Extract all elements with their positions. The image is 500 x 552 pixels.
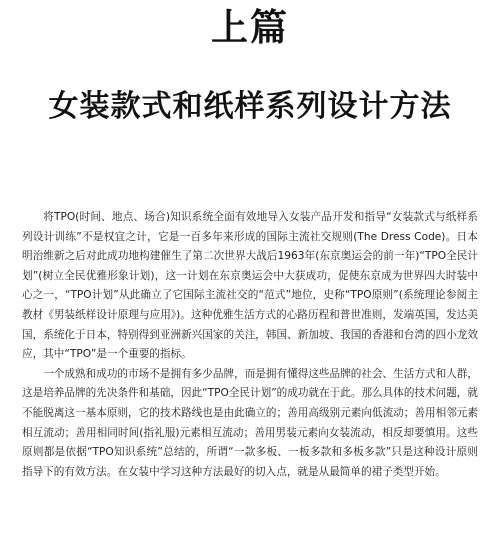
page-title: 女装款式和纸样系列设计方法	[48, 89, 452, 124]
part-label: 上篇	[211, 6, 289, 49]
paragraph-2: 一个成熟和成功的市场不是拥有多少品牌，而是拥有懂得这些品牌的社会、生活方式和人群，这是培养品牌的先决条件和基础，因此“TPO全民计划”的成功就在于此。那么具体的技术问题，就不能脱离这一基本原则，它的技术路线也是由此确立的；善用高级别元素向低流动；善用相邻元素相互流动；善用相同时间(指礼服)元素相互流动；善用男装元素向女装流动，相反却要慎用。这些原则都是依据“TPO知识系统”总结的，所谓“一款多板、一板多款和多板多款”只是这种设计原则指导下的有效方法。在女装中学习这种方法最好的切入点，就是从最简单的裙子类型开始。	[22, 367, 478, 478]
paragraph-1: 将TPO(时间、地点、场合)知识系统全面有效地导入女装产品开发和指导“女装款式与纸样系列设计训练”不是权宜之计，它是一百多年来形成的国际主流社交规则(The Dress Code)。日本明治维新之后对此成功地构建催生了第二次世界大战后1963年(东京奥运会的前一年)“TPO全民计划”(树立全民优雅形象计划)，这一计划在东京奥运会中大获成功，促使东京成为世界四大时装中心之一，“TPO计划”从此确立了它国际主流社交的“范式”地位，史称“TPO原则”(系统理论参阅主教材《男装纸样设计原理与应用》)。这种优雅生活方式的心路历程和普世准则，发端英国，发达美国，系统化于日本，特别得到亚洲新兴国家的关注，韩国、新加坡、我国的香港和台湾的四小龙效应，其中“TPO”是一个重要的指标。	[22, 211, 478, 361]
intro-text	[22, 208, 478, 482]
